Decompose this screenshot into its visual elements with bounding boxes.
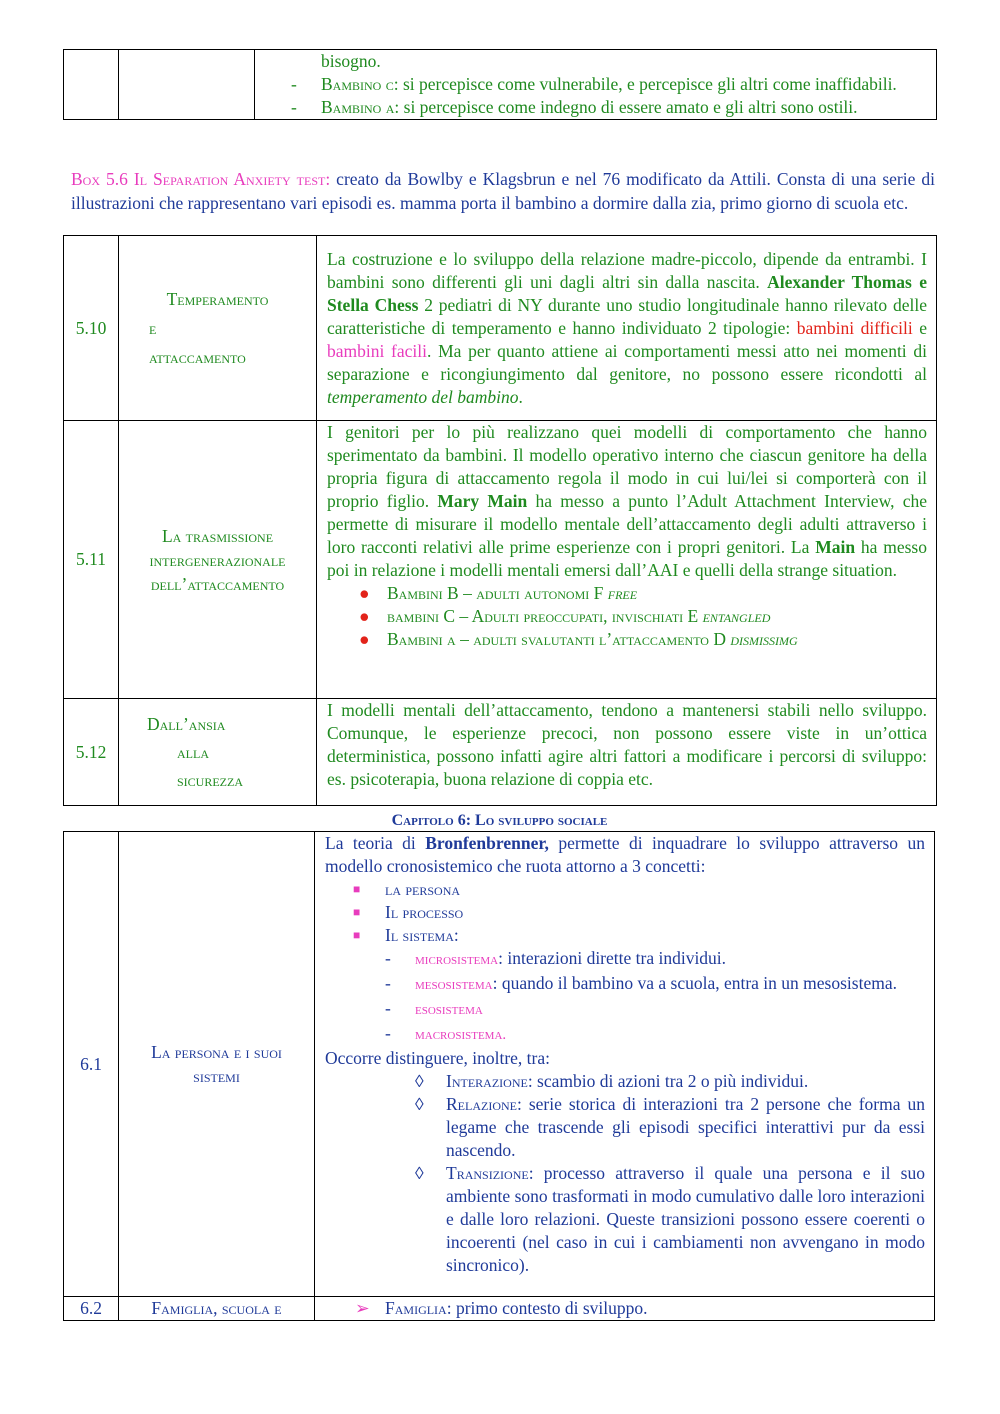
item-label: microsistema bbox=[415, 952, 499, 968]
arrow-bullet-icon: ➢ bbox=[355, 1298, 370, 1318]
row-content bbox=[315, 1297, 935, 1321]
item-ital: entangled bbox=[702, 606, 771, 626]
text-run: . bbox=[518, 386, 523, 407]
dash-marker: - bbox=[385, 998, 391, 1018]
list-item bbox=[415, 1162, 925, 1277]
top-content-cell bbox=[255, 50, 937, 120]
item-label: Relazione bbox=[446, 1094, 517, 1114]
text-run: ha messo poi in relazione i modelli mentali emersi dall’AAI e quelli della strange situation. bbox=[327, 537, 927, 580]
row-title bbox=[119, 832, 315, 1297]
row-title bbox=[119, 421, 317, 699]
row-content bbox=[315, 832, 935, 1297]
item-text: la persona bbox=[385, 879, 461, 899]
distinction-list bbox=[325, 1070, 925, 1277]
box-5-6 bbox=[71, 168, 935, 215]
item-text: Bambini a – adulti svalutanti l’attaccamento D bbox=[387, 629, 731, 649]
row-num: 5.10 bbox=[64, 236, 119, 421]
concept-list bbox=[325, 878, 925, 947]
list-item bbox=[359, 605, 927, 628]
table-row bbox=[64, 421, 937, 699]
item-text: : si percepisce come vulnerabile, e percepisce gli altri come inaffidabili. bbox=[393, 74, 897, 94]
list-item bbox=[353, 901, 925, 924]
chapter-heading: Capitolo 6: Lo sviluppo sociale bbox=[391, 812, 608, 829]
list-item bbox=[291, 73, 922, 96]
item-text: : serie storica di interazioni tra 2 persone che forma un legame che trascende gli episodi specifici interattivi pur da essi nascendo. bbox=[446, 1094, 925, 1160]
table-row bbox=[64, 699, 937, 806]
author-name: Main bbox=[815, 537, 856, 557]
list-item bbox=[415, 1070, 925, 1093]
row-content: I modelli mentali dell’attaccamento, tendono a mantenersi stabili nello sviluppo. Comunque, le esperienze precoci, non possono essere viste in un’ottica deterministica, possono infatti agire altri fattori a modificare i percorsi di sviluppo: es. psicoterapia, buona relazione di coppia etc. bbox=[317, 699, 937, 806]
dash-marker: - bbox=[385, 1023, 391, 1043]
list-item bbox=[415, 1093, 925, 1162]
box-text: creato da Bowlby e Klagsbrun e nel 76 modificato da Attili. Consta di una serie di illustrazioni che rappresentano vari episodi es. mamma porta il bambino a dormire dalla zia, primo giorno di scuola etc. bbox=[71, 169, 935, 213]
row-title bbox=[119, 236, 317, 421]
top-list bbox=[263, 73, 922, 119]
text-run: permette di inquadrare lo sviluppo attraverso un modello cronosistemico che ruota attorno a 3 concetti: bbox=[325, 833, 925, 876]
item-text: Bambini B – adulti autonomi F bbox=[387, 583, 608, 603]
term-facili: bambini facili bbox=[327, 340, 428, 361]
system-list bbox=[325, 947, 925, 1047]
item-text: : quando il bambino va a scuola, entra in un mesosistema. bbox=[492, 973, 897, 993]
diamond-icon: ◊ bbox=[415, 1071, 424, 1091]
top-num-cell bbox=[64, 50, 119, 120]
term-difficili: bambini difficili bbox=[796, 317, 913, 338]
title-line: Temperamento bbox=[166, 288, 269, 309]
title-line: alla bbox=[177, 742, 209, 762]
list-item bbox=[353, 924, 925, 947]
table-row bbox=[64, 832, 935, 1297]
bullet-icon: ● bbox=[359, 629, 370, 649]
text-run: ha messo a punto l’Adult Attachment Interview, che permette di misurare il modello mentale dell’attaccamento degli adulti attraverso i loro racconti relativi alle prime esperienze con i propri genitori. La bbox=[327, 491, 927, 557]
title-line: Dall’ansia bbox=[147, 714, 226, 734]
chapter6-table bbox=[63, 831, 935, 1321]
term-temperamento: temperamento del bambino bbox=[327, 386, 519, 407]
row-title bbox=[119, 699, 317, 806]
box-title: Box 5.6 Il Separation Anxiety test: bbox=[71, 169, 331, 189]
title-line: e bbox=[149, 317, 157, 338]
attachment-list bbox=[327, 582, 927, 651]
top-table bbox=[63, 49, 937, 120]
text-run: La costruzione e lo sviluppo della relazione madre-piccolo, dipende da entrambi. I bambini sono differenti gli uni dagli altri sin dalla nascita. bbox=[327, 248, 927, 292]
author-name: Bronfenbrenner, bbox=[425, 833, 549, 853]
title-line: dell’attaccamento bbox=[150, 573, 285, 594]
item-label: Bambino a bbox=[321, 97, 395, 117]
bisogno-line: bisogno. bbox=[321, 51, 381, 71]
item-text: : interazioni dirette tra individui. bbox=[498, 948, 727, 968]
diamond-icon: ◊ bbox=[415, 1163, 424, 1183]
row-content bbox=[317, 421, 937, 699]
title-line: La trasmissione bbox=[161, 525, 274, 546]
distinguish-line: Occorre distinguere, inoltre, tra: bbox=[325, 1048, 550, 1068]
row-title: Famiglia, scuola e bbox=[119, 1297, 315, 1321]
item-text: bambini C – Adulti preoccupati, invischiati E bbox=[387, 606, 703, 626]
list-item bbox=[353, 878, 925, 901]
bullet-icon: ● bbox=[359, 606, 370, 626]
item-ital: dismissimg bbox=[730, 629, 798, 649]
item-label: mesosistema bbox=[415, 977, 493, 993]
item-label: esosistema bbox=[415, 1002, 483, 1018]
list-item bbox=[291, 96, 922, 119]
item-label: Interazione bbox=[446, 1071, 528, 1091]
text-run: I genitori per lo più realizzano quei modelli di comportamento che hanno sperimentato da bambini. Il modello operativo interno che ciascun genitore ha della propria figura di attaccamento regola il modo in cui lui/lei si comporterà con il proprio figlio. bbox=[327, 422, 927, 511]
item-label: Bambino c bbox=[321, 74, 394, 94]
author-name: Mary Main bbox=[437, 491, 528, 511]
row-content bbox=[317, 236, 937, 421]
top-title-cell bbox=[119, 50, 255, 120]
text-run: La teoria di bbox=[325, 833, 426, 853]
item-ital: free bbox=[607, 583, 638, 603]
item-text: : primo contesto di sviluppo. bbox=[446, 1298, 648, 1318]
item-text: : si percepisce come indegno di essere amato e gli altri sono ostili. bbox=[394, 97, 858, 117]
title-line: sistemi bbox=[193, 1066, 240, 1086]
row-num: 6.1 bbox=[64, 832, 119, 1297]
text-run: e bbox=[912, 317, 927, 338]
list-item bbox=[385, 972, 925, 997]
author-names: Alexander Thomas e Stella Chess bbox=[327, 271, 927, 315]
title-line: La persona e i suoi bbox=[151, 1042, 282, 1062]
diamond-icon: ◊ bbox=[415, 1094, 424, 1114]
row-num: 5.11 bbox=[64, 421, 119, 699]
text-run: . Ma per quanto attiene ai comportamenti messi atto nei momenti di separazione e ricongiungimento dal genitore, no possono essere ricondotti al bbox=[327, 340, 927, 384]
table-row bbox=[64, 1297, 935, 1321]
text-run: 2 pediatri di NY durante uno studio longitudinale hanno rilevato delle caratteristiche di temperamento e hanno individuato 2 tipologie: bbox=[327, 294, 928, 338]
chapter5-table bbox=[63, 235, 937, 806]
list-item bbox=[359, 628, 927, 651]
item-label: Transizione bbox=[446, 1163, 529, 1183]
dash-marker: - bbox=[385, 948, 391, 968]
row-num: 5.12 bbox=[64, 699, 119, 806]
item-text: : scambio di azioni tra 2 o più individui. bbox=[527, 1071, 809, 1091]
list-item bbox=[385, 997, 925, 1022]
dash-marker: - bbox=[291, 74, 297, 94]
row-num: 6.2 bbox=[64, 1297, 119, 1321]
item-text: Il sistema: bbox=[385, 925, 459, 945]
square-bullet-icon: ■ bbox=[353, 928, 361, 942]
table-row bbox=[64, 236, 937, 421]
title-line: intergenerazionale bbox=[149, 549, 286, 570]
item-label: Famiglia bbox=[385, 1298, 447, 1318]
dash-marker: - bbox=[291, 97, 297, 117]
dash-marker: - bbox=[385, 973, 391, 993]
bullet-icon: ● bbox=[359, 583, 370, 603]
item-text: : processo attraverso il quale una persona e il suo ambiente sono trasformati in modo cumulativo dalle loro interazioni e dalle loro relazioni. Queste transizioni possono essere coerenti o incoerenti (nel caso in cui i cambiamenti non avvengano in modo sincronico). bbox=[446, 1163, 925, 1275]
title-line: sicurezza bbox=[177, 770, 243, 790]
title-line: attaccamento bbox=[149, 346, 246, 367]
square-bullet-icon: ■ bbox=[353, 905, 361, 919]
square-bullet-icon: ■ bbox=[353, 882, 361, 896]
item-label: macrosistema. bbox=[415, 1027, 507, 1043]
list-item bbox=[385, 947, 925, 972]
list-item bbox=[385, 1022, 925, 1047]
item-text: Il processo bbox=[385, 902, 464, 922]
list-item bbox=[359, 582, 927, 605]
